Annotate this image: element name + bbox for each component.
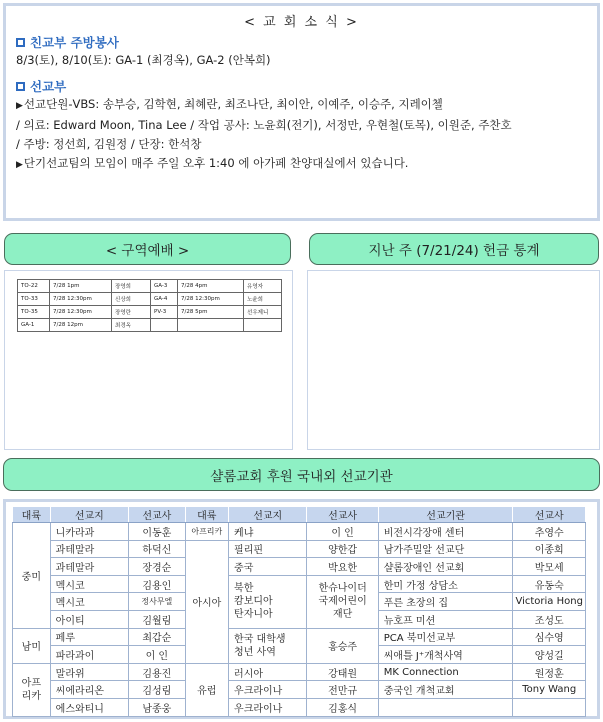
table-cell: 박모세 bbox=[513, 558, 586, 576]
table-cell: 과테말라 bbox=[50, 540, 128, 558]
table-cell: 심수영 bbox=[513, 628, 586, 646]
table-cell: 씨에라리온 bbox=[50, 681, 128, 699]
table-header-row bbox=[13, 507, 586, 523]
table-cell: 유동숙 bbox=[513, 575, 586, 593]
fellowship-line: 8/3(토), 8/10(토): GA-1 (최경옥), GA-2 (안복희) bbox=[16, 53, 271, 67]
table-cell: 신상희 bbox=[112, 293, 151, 306]
table-cell: 강태원 bbox=[307, 663, 378, 681]
table-cell: 멕시코 bbox=[50, 575, 128, 593]
table-cell: 유영자 bbox=[244, 280, 282, 293]
table-cell: Victoria Hong bbox=[513, 593, 586, 611]
table-cell: 김용인 bbox=[129, 575, 186, 593]
table-cell: 김홍식 bbox=[307, 698, 378, 716]
col-header: 대륙 bbox=[185, 507, 228, 523]
table-cell: TO-35 bbox=[18, 306, 50, 319]
table-cell: 7/28 12:30pm bbox=[50, 293, 112, 306]
table-cell: 박요한 bbox=[307, 558, 378, 576]
table-cell: 최경옥 bbox=[112, 319, 151, 332]
table-cell: 김월림 bbox=[129, 610, 186, 628]
table-cell: 7/28 1pm bbox=[50, 280, 112, 293]
table-cell: 멕시코 bbox=[50, 593, 128, 611]
table-cell: 김용진 bbox=[129, 663, 186, 681]
cash-stats-panel bbox=[307, 270, 600, 450]
table-cell: 이 인 bbox=[307, 523, 378, 541]
table-cell: MK Connection bbox=[378, 663, 513, 681]
table-cell: 정사무엘 bbox=[129, 593, 186, 611]
missions-table bbox=[12, 506, 586, 717]
table-cell: 양한갑 bbox=[307, 540, 378, 558]
church-news-title: < 교 회 소 식 > bbox=[244, 15, 359, 30]
table-cell: 김성림 bbox=[129, 681, 186, 699]
cash-stats-header: 지난 주 (7/21/24) 헌금 통계 bbox=[309, 233, 599, 265]
table-cell: 중국인 개척교회 bbox=[378, 681, 513, 699]
table-row bbox=[18, 306, 282, 319]
table-cell: 과테말라 bbox=[50, 558, 128, 576]
table-cell: 우크라이나 bbox=[229, 681, 307, 699]
continent-cell: 아프리카 bbox=[13, 663, 51, 716]
table-cell: GA-4 bbox=[151, 293, 178, 306]
table-cell: 7/28 12pm bbox=[50, 319, 112, 332]
table-cell: 장경순 bbox=[129, 558, 186, 576]
continent-cell: 유럽 bbox=[185, 663, 228, 716]
col-header: 선교사 bbox=[129, 507, 186, 523]
missions-line: / 의료: Edward Moon, Tina Lee / 작업 공사: 노윤희(전기), 서정만, 우현철(토목), 이원준, 주찬호 bbox=[16, 118, 512, 132]
table-cell: 홍승주 bbox=[307, 628, 378, 663]
col-header: 선교사 bbox=[307, 507, 378, 523]
table-cell: Tony Wang bbox=[513, 681, 586, 699]
table-cell: 7/28 4pm bbox=[178, 280, 244, 293]
table-cell: 이 인 bbox=[129, 646, 186, 664]
col-header: 선교기관 bbox=[378, 507, 513, 523]
table-cell: 선우제니 bbox=[244, 306, 282, 319]
region-worship-table bbox=[17, 279, 282, 332]
col-header: 선교지 bbox=[229, 507, 307, 523]
section-title-missions: 선교부 bbox=[16, 77, 587, 95]
table-cell: 남종웅 bbox=[129, 698, 186, 716]
col-header: 대륙 bbox=[13, 507, 51, 523]
table-row bbox=[13, 628, 586, 646]
table-cell: 노윤희 bbox=[244, 293, 282, 306]
table-row bbox=[13, 698, 586, 716]
table-cell: 니카라과 bbox=[50, 523, 128, 541]
table-cell: 하덕신 bbox=[129, 540, 186, 558]
col-header: 선교지 bbox=[50, 507, 128, 523]
table-row bbox=[13, 523, 586, 541]
table-cell: 케냐 bbox=[229, 523, 307, 541]
table-cell: 7/28 12:30pm bbox=[50, 306, 112, 319]
table-cell bbox=[513, 698, 586, 716]
table-cell: 말라위 bbox=[50, 663, 128, 681]
continent-cell: 중미 bbox=[13, 523, 51, 629]
triangle-bullet-icon: ▶ bbox=[16, 160, 23, 170]
table-cell: 우크라이나 bbox=[229, 698, 307, 716]
table-cell: 7/28 5pm bbox=[178, 306, 244, 319]
table-row bbox=[13, 681, 586, 699]
missions-line: ▶단기선교팀의 모임이 매주 주일 오후 1:40 에 아가페 찬양대실에서 있습니다. bbox=[16, 156, 409, 170]
continent-cell: 아프리카 bbox=[185, 523, 228, 541]
table-cell bbox=[178, 319, 244, 332]
table-cell: 추영수 bbox=[513, 523, 586, 541]
table-cell: PV-3 bbox=[151, 306, 178, 319]
table-cell: GA-1 bbox=[18, 319, 50, 332]
table-cell: 원정훈 bbox=[513, 663, 586, 681]
table-cell: TO-33 bbox=[18, 293, 50, 306]
table-cell: 전만규 bbox=[307, 681, 378, 699]
table-row bbox=[18, 293, 282, 306]
table-cell: TO-22 bbox=[18, 280, 50, 293]
continent-cell: 남미 bbox=[13, 628, 51, 663]
table-cell: 7/28 12:30pm bbox=[178, 293, 244, 306]
table-cell: 비전시각장애 센터 bbox=[378, 523, 513, 541]
table-cell: 샬롬장애인 선교회 bbox=[378, 558, 513, 576]
table-row bbox=[13, 663, 586, 681]
table-cell: 러시아 bbox=[229, 663, 307, 681]
missions-header: 샬롬교회 후원 국내외 선교기관 bbox=[3, 458, 600, 491]
table-cell: PCA 북미선교부 bbox=[378, 628, 513, 646]
merged-place-cell: 북한 캄보디아 탄자니아 bbox=[229, 575, 307, 628]
table-row bbox=[18, 280, 282, 293]
table-row bbox=[13, 558, 586, 576]
table-cell bbox=[151, 319, 178, 332]
table-cell: 아이티 bbox=[50, 610, 128, 628]
table-cell: 양성길 bbox=[513, 646, 586, 664]
table-cell: GA-3 bbox=[151, 280, 178, 293]
table-cell: 한미 가정 상담소 bbox=[378, 575, 513, 593]
table-cell: 장영란 bbox=[112, 306, 151, 319]
square-bullet-icon bbox=[16, 82, 25, 91]
table-row bbox=[13, 540, 586, 558]
table-cell bbox=[244, 319, 282, 332]
triangle-bullet-icon: ▶ bbox=[16, 101, 23, 111]
missions-line: / 주방: 정선희, 김원정 / 단장: 한석창 bbox=[16, 137, 202, 151]
table-cell: 씨애틀 J⁺개척사역 bbox=[378, 646, 513, 664]
table-cell: 남가주밀알 선교단 bbox=[378, 540, 513, 558]
table-cell: 이동훈 bbox=[129, 523, 186, 541]
square-bullet-icon bbox=[16, 38, 25, 47]
table-cell: 필리핀 bbox=[229, 540, 307, 558]
table-cell: 페루 bbox=[50, 628, 128, 646]
table-cell: 이종희 bbox=[513, 540, 586, 558]
table-cell: 뉴호프 미션 bbox=[378, 610, 513, 628]
table-cell: 파라과이 bbox=[50, 646, 128, 664]
table-cell: 장영희 bbox=[112, 280, 151, 293]
table-cell: 중국 bbox=[229, 558, 307, 576]
table-cell bbox=[378, 698, 513, 716]
continent-cell: 아시아 bbox=[185, 540, 228, 663]
section-title-fellowship: 친교부 주방봉사 bbox=[16, 33, 587, 51]
merged-missionary-cell: 한슈나이더 국제어린이 재단 bbox=[307, 575, 378, 628]
table-cell: 에스와티니 bbox=[50, 698, 128, 716]
table-cell: 최갑순 bbox=[129, 628, 186, 646]
table-cell: 조성도 bbox=[513, 610, 586, 628]
region-worship-header: < 구역예배 > bbox=[4, 233, 291, 265]
missions-line: ▶선교단원-VBS: 송부승, 김학현, 최혜란, 최조나단, 최이안, 이예주, 이승주, 지레이첼 bbox=[16, 97, 443, 111]
table-cell: 푸른 초장의 집 bbox=[378, 593, 513, 611]
table-row bbox=[18, 319, 282, 332]
col-header: 선교사 bbox=[513, 507, 586, 523]
korea-place-cell: 한국 대학생 청년 사역 bbox=[229, 628, 307, 663]
church-news-box bbox=[3, 3, 600, 221]
table-row bbox=[13, 575, 586, 593]
